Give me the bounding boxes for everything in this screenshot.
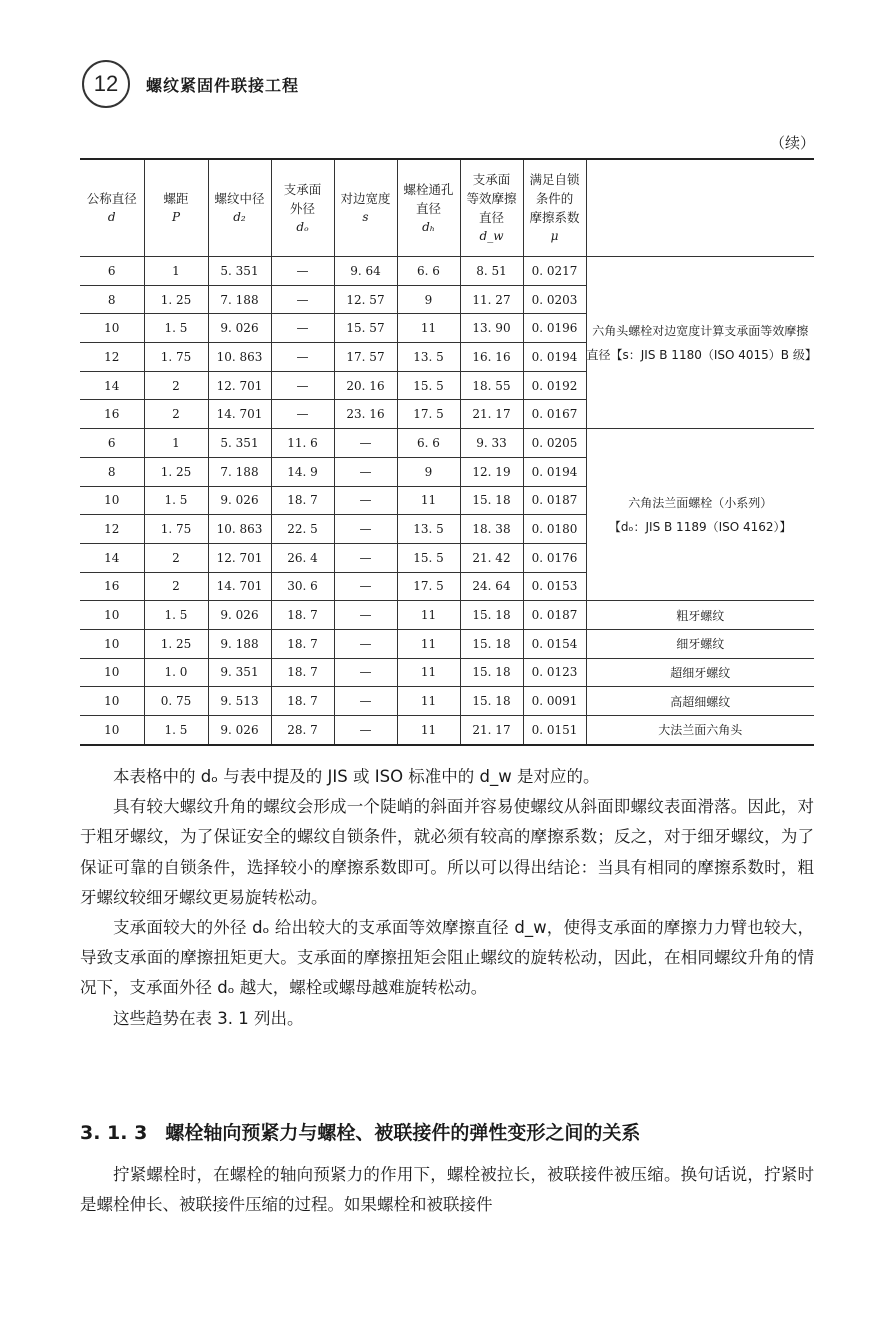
table-cell: — [271,257,334,286]
table-cell: 9 [397,457,460,486]
table-cell: 1. 5 [144,601,208,630]
table-cell: 1. 5 [144,716,208,745]
table-cell: 11. 6 [271,429,334,458]
table-cell: 0. 0194 [523,457,586,486]
table-cell: 0. 0217 [523,257,586,286]
table-cell: 0. 0196 [523,314,586,343]
table-cell: 7. 188 [208,285,271,314]
table-cell: 16 [80,400,144,429]
table-cell: 0. 0194 [523,343,586,372]
table-cell: 17. 57 [334,343,397,372]
table-row [80,658,814,687]
table-cell: 14 [80,371,144,400]
paragraph: 拧紧螺栓时，在螺栓的轴向预紧力的作用下，螺栓被拉长，被联接件被压缩。换句话说，拧紧时是螺栓伸长、被联接件压缩的过程。如果螺栓和被联接件 [80,1165,814,1215]
table-cell: 18. 55 [460,371,523,400]
table-cell: 9. 513 [208,687,271,716]
column-header [334,159,397,257]
table-cell: — [334,515,397,544]
table-cell: 0. 0192 [523,371,586,400]
header-text: 直径 [478,210,504,225]
table-cell: 14. 9 [271,457,334,486]
table-cell: 28. 7 [271,716,334,745]
table-cell: 9. 64 [334,257,397,286]
header-text: 条件的 [535,191,574,206]
table-cell: 0. 0180 [523,515,586,544]
table-cell: 10 [80,601,144,630]
paragraph: 本表格中的 dₒ 与表中提及的 JIS 或 ISO 标准中的 d_w 是对应的。 [113,767,600,786]
body-text [80,762,814,1034]
table-cell: 14. 701 [208,400,271,429]
table-cell: — [334,687,397,716]
column-header [586,159,814,257]
table-cell: 11 [397,687,460,716]
table-cell: 0. 75 [144,687,208,716]
header-text: 外径 [289,200,315,216]
section-title: 螺栓轴向预紧力与螺栓、被联接件的弹性变形之间的关系 [165,1122,641,1144]
table-cell: 14 [80,543,144,572]
table-cell: — [334,716,397,745]
table-cell: 13. 90 [460,314,523,343]
table-row [80,429,814,458]
table-cell: 9. 026 [208,601,271,630]
table-cell: 0. 0154 [523,629,586,658]
table-cell: 0. 0187 [523,601,586,630]
table-cell: 1. 25 [144,457,208,486]
table-cell: 12 [80,343,144,372]
section-number: 3. 1. 3 [80,1122,148,1144]
table-cell: 13. 5 [397,515,460,544]
table-cell: — [271,400,334,429]
table-cell: 15. 5 [397,543,460,572]
column-header [271,159,334,257]
header-symbol: d [107,210,116,224]
header-text: 摩擦系数 [529,210,580,225]
table-cell: 8 [80,285,144,314]
table-cell: 18. 7 [271,601,334,630]
table-cell: 1 [144,429,208,458]
table-cell: 12. 57 [334,285,397,314]
table-row [80,716,814,745]
table-cell: 8 [80,457,144,486]
table-cell: — [271,343,334,372]
section-heading [80,1118,640,1145]
table-cell: 24. 64 [460,572,523,601]
column-header [80,159,144,257]
table-cell: 1. 75 [144,343,208,372]
table-cell: 18. 7 [271,486,334,515]
table-header-row [80,159,814,257]
column-header [208,159,271,257]
table-cell: 18. 7 [271,658,334,687]
table-cell: — [271,371,334,400]
table-cell: 15. 18 [460,629,523,658]
header-symbol: s [362,210,369,224]
table-cell: 9. 33 [460,429,523,458]
table-cell: 18. 7 [271,629,334,658]
table-cell: 9. 351 [208,658,271,687]
table-cell: — [334,658,397,687]
header-text: 螺栓通孔 [403,181,454,197]
table-cell: 15. 18 [460,601,523,630]
table-cell: 21. 17 [460,400,523,429]
table-cell: 11 [397,658,460,687]
table-cell: 30. 6 [271,572,334,601]
table-cell: 10 [80,658,144,687]
table-cell: 11 [397,629,460,658]
table-cell: 10. 863 [208,515,271,544]
table-cell: — [334,429,397,458]
table-cell: 16 [80,572,144,601]
table-cell: 15. 18 [460,486,523,515]
column-header [397,159,460,257]
table-cell: 2 [144,400,208,429]
table-cell: 1. 25 [144,285,208,314]
table-cell: 23. 16 [334,400,397,429]
table-cell: 2 [144,572,208,601]
header-text: 公称直径 [86,191,137,206]
page-header [82,58,299,110]
paragraph: 具有较大螺纹升角的螺纹会形成一个陡峭的斜面并容易使螺纹从斜面即螺纹表面滑落。因此，对于粗牙螺纹，为了保证安全的螺纹自锁条件，就必须有较高的摩擦系数；反之，对于细牙螺纹，为了保证可靠的自锁条件，选择较小的摩擦系数即可。所以可以得出结论：当具有相同的摩擦系数时，粗牙螺纹较细牙螺纹更易旋转松动。 [80,797,814,907]
table-cell: 10 [80,716,144,745]
group-note [586,429,814,601]
header-text: 螺纹中径 [214,191,265,206]
table-cell: 21. 42 [460,543,523,572]
table-cell: 6. 6 [397,257,460,286]
table-cell: 1. 5 [144,486,208,515]
table-cell: — [334,543,397,572]
table-cell: 12. 701 [208,371,271,400]
continued-label: （续） [769,134,815,152]
table-cell: 1. 0 [144,658,208,687]
table-cell: 10 [80,486,144,515]
paragraph: 这些趋势在表 3. 1 列出。 [113,1008,304,1028]
table-cell: — [334,601,397,630]
table-cell: 15. 5 [397,371,460,400]
table-cell: 超细牙螺纹 [586,658,814,687]
table-cell: 8. 51 [460,257,523,286]
table-cell: 12. 19 [460,457,523,486]
section-body [80,1160,814,1220]
table-cell: — [271,285,334,314]
table-cell: 15. 18 [460,658,523,687]
note-line: 六角法兰面螺栓（小系列） [628,495,773,510]
column-header [460,159,523,257]
table-cell: 0. 0091 [523,687,586,716]
table-cell: 12. 701 [208,543,271,572]
table-cell: — [334,629,397,658]
table-cell: 20. 16 [334,371,397,400]
column-header [523,159,586,257]
table-cell: 10 [80,629,144,658]
table-cell: 11 [397,716,460,745]
header-text: 满足自锁 [529,172,580,187]
table-cell: 粗牙螺纹 [586,601,814,630]
table-cell: — [334,457,397,486]
header-text: 直径 [415,200,441,216]
table-cell: 1. 5 [144,314,208,343]
table-cell: 0. 0205 [523,429,586,458]
table-cell: 9 [397,285,460,314]
table-cell: 9. 026 [208,716,271,745]
header-symbol: μ [550,229,559,243]
table-cell: 11 [397,601,460,630]
paragraph: 支承面较大的外径 dₒ 给出较大的支承面等效摩擦直径 d_w，使得支承面的摩擦力力臂也较大，导致支承面的摩擦扭矩更大。支承面的摩擦扭矩会阻止螺纹的旋转松动，因此，在相同螺纹升角的情况下，支承面外径 dₒ 越大，螺栓或螺母越难旋转松动。 [80,918,814,998]
table-cell: 2 [144,543,208,572]
header-symbol: dₒ [296,219,309,234]
table-cell: 细牙螺纹 [586,629,814,658]
table-cell: 0. 0123 [523,658,586,687]
header-symbol: d_w [479,229,504,243]
table-cell: 大法兰面六角头 [586,716,814,745]
table-cell: 18. 38 [460,515,523,544]
table-cell: 14. 701 [208,572,271,601]
table-cell: 6. 6 [397,429,460,458]
book-title: 螺纹紧固件联接工程 [146,75,300,95]
table-cell: 5. 351 [208,429,271,458]
table-cell: 0. 0203 [523,285,586,314]
table-cell: 9. 188 [208,629,271,658]
page-number: 12 [82,60,130,108]
table-cell: 高超细螺纹 [586,687,814,716]
table-cell: 11 [397,314,460,343]
table-cell: 13. 5 [397,343,460,372]
table-cell: 6 [80,429,144,458]
header-text: 支承面 [283,181,322,197]
header-text: 对边宽度 [340,191,391,206]
table-cell: — [334,572,397,601]
header-text: 螺距 [163,191,189,206]
table-cell: 22. 5 [271,515,334,544]
header-symbol: P [171,210,181,224]
table-cell: 16. 16 [460,343,523,372]
table-cell: 6 [80,257,144,286]
table-cell: 5. 351 [208,257,271,286]
table-cell: 12 [80,515,144,544]
table-cell: 2 [144,371,208,400]
table-cell: 9. 026 [208,314,271,343]
table-cell: 10 [80,314,144,343]
header-symbol: dₕ [422,219,435,234]
table-cell: 1 [144,257,208,286]
table-cell: 17. 5 [397,572,460,601]
table-row [80,601,814,630]
table-cell: 0. 0153 [523,572,586,601]
table-cell: 11 [397,486,460,515]
table-cell: — [271,314,334,343]
table-cell: 11. 27 [460,285,523,314]
column-header [144,159,208,257]
note-line: 【dₒ：JIS B 1189（ISO 4162）】 [608,519,792,534]
header-symbol: d₂ [233,210,246,224]
table-cell: 26. 4 [271,543,334,572]
table-row [80,257,814,286]
table-cell: 0. 0176 [523,543,586,572]
table-cell: 18. 7 [271,687,334,716]
table-cell: 0. 0167 [523,400,586,429]
table-cell: 7. 188 [208,457,271,486]
table-cell: 15. 18 [460,687,523,716]
table-cell: 9. 026 [208,486,271,515]
group-note: 六角头螺栓对边宽度计算支承面等效摩擦直径【s：JIS B 1180（ISO 4015）B 级】 [586,257,814,429]
table-cell: 15. 57 [334,314,397,343]
table-row [80,687,814,716]
table-cell: 0. 0187 [523,486,586,515]
table-cell: 17. 5 [397,400,460,429]
table-cell: 1. 75 [144,515,208,544]
header-text: 支承面 [472,172,511,187]
table-cell: 10 [80,687,144,716]
table-cell: 0. 0151 [523,716,586,745]
header-text: 等效摩擦 [466,191,517,206]
table-row [80,629,814,658]
table-cell: 21. 17 [460,716,523,745]
table-cell: — [334,486,397,515]
thread-data-table [80,158,817,746]
table-cell: 1. 25 [144,629,208,658]
table-cell: 10. 863 [208,343,271,372]
